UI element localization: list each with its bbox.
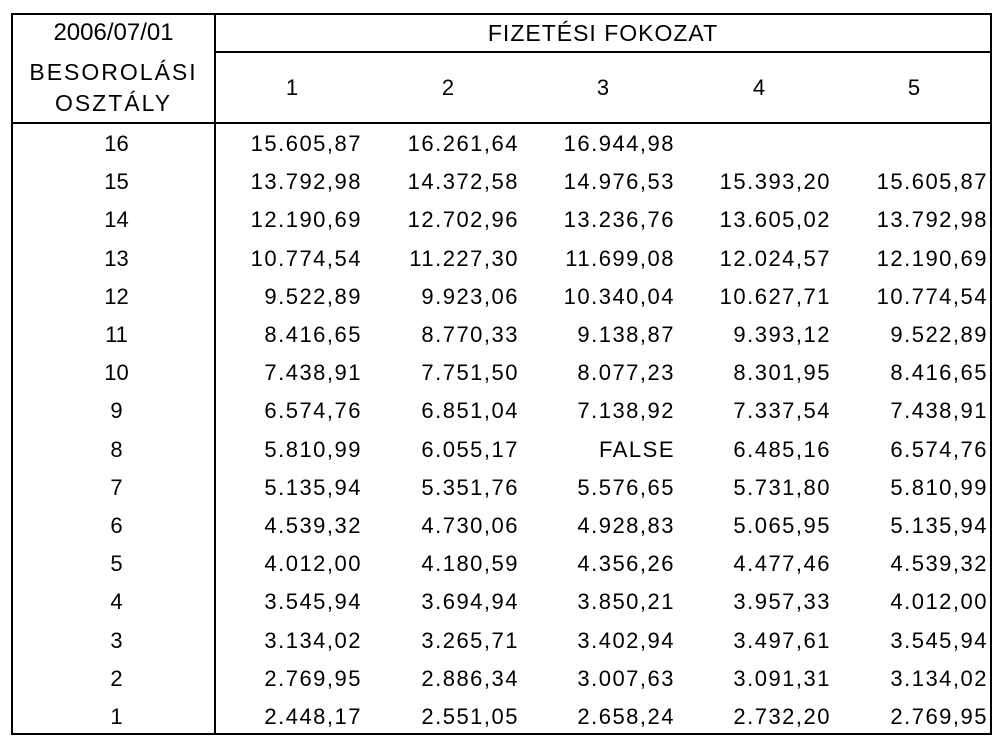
table-row [13,546,990,582]
value-cell: 3.134,02 [264,627,362,653]
value-cell: 2.886,34 [421,665,519,691]
class-header [13,53,214,122]
value-cell: 3.497,61 [733,627,831,653]
value-cell: 7.138,92 [577,398,675,424]
value-cell: 5.576,65 [577,474,675,500]
value-cell: 10.627,71 [719,283,831,309]
class-header-line1: BESOROLÁSI [29,58,198,85]
value-cell: 7.438,91 [890,398,988,424]
value-cell: 10.774,54 [250,245,362,271]
value-cell: 14.976,53 [563,169,675,195]
value-cell: 15.605,87 [876,169,988,195]
date-cell: 2006/07/01 [53,19,174,46]
table-row [13,623,990,659]
value-cell: 12.024,57 [719,245,831,271]
value-cell: 7.438,91 [264,360,362,386]
class-cell: 7 [110,474,123,500]
value-cell: 6.055,17 [421,436,519,462]
value-cell: 5.065,95 [733,513,831,538]
class-cell: 10 [104,360,129,386]
value-cell: 16.261,64 [407,131,519,156]
value-cell: 4.928,83 [577,513,675,538]
table-row [13,584,990,620]
value-cell: 13.792,98 [876,207,988,233]
salary-table [11,13,992,735]
grade-header-2: 2 [441,74,455,100]
table-row [13,241,990,277]
value-cell: 6.851,04 [421,398,519,424]
class-cell: 3 [110,627,123,653]
value-cell: 5.810,99 [264,436,362,462]
value-cell: 2.551,05 [421,704,519,729]
value-cell: 3.134,02 [890,665,988,691]
value-cell: 3.265,71 [421,627,519,653]
class-cell: 4 [110,589,123,615]
value-cell: FALSE [599,436,675,462]
body-divider [13,122,990,124]
value-cell: 7.751,50 [421,360,519,386]
value-cell: 2.658,24 [577,704,675,729]
grade-header-3: 3 [596,74,610,100]
value-cell: 15.393,20 [719,169,831,195]
grade-header-1: 1 [285,74,299,100]
value-cell: 12.190,69 [250,207,362,233]
table-row [13,355,990,391]
value-cell: 12.190,69 [876,245,988,271]
value-cell: 8.416,65 [264,322,362,347]
value-cell: 6.574,76 [264,398,362,424]
value-cell: 4.539,32 [890,551,988,577]
value-cell: 9.138,87 [577,322,675,347]
value-cell: 14.372,58 [407,169,519,195]
class-cell: 15 [104,169,129,195]
class-cell: 11 [105,322,128,347]
value-cell: 8.416,65 [890,360,988,386]
value-cell: 9.522,89 [264,283,362,309]
class-cell: 9 [110,398,123,424]
value-cell: 5.135,94 [890,513,988,538]
class-cell: 14 [104,207,129,233]
value-cell: 11.699,08 [565,245,675,271]
value-cell: 15.605,87 [250,131,362,156]
value-cell: 2.448,17 [264,704,362,729]
value-cell: 11.227,30 [409,245,519,271]
table-row [13,393,990,429]
value-cell: 3.402,94 [577,627,675,653]
value-cell: 5.731,80 [733,474,831,500]
class-cell: 16 [104,131,129,156]
value-cell: 4.730,06 [421,513,519,538]
table-row [13,126,990,162]
value-cell: 13.792,98 [250,169,362,195]
value-cell: 4.539,32 [264,513,362,538]
value-cell: 8.301,95 [733,360,831,386]
table-row [13,279,990,315]
value-cell: 5.810,99 [890,474,988,500]
value-cell: 3.007,63 [577,665,675,691]
table-row [13,317,990,353]
value-cell: 10.774,54 [876,283,988,309]
value-cell: 7.337,54 [733,398,831,424]
value-cell: 13.605,02 [719,207,831,233]
class-cell: 8 [110,436,123,462]
table-row [13,432,990,468]
value-cell: 9.923,06 [421,283,519,309]
table-row [13,661,990,697]
value-cell: 9.393,12 [733,322,831,347]
value-cell: 10.340,04 [563,283,675,309]
value-cell: 4.012,00 [264,551,362,577]
class-cell: 6 [110,513,123,538]
value-cell: 9.522,89 [890,322,988,347]
value-cell: 5.351,76 [421,474,519,500]
table-row [13,508,990,544]
class-cell: 12 [104,283,129,309]
table-row [13,699,990,735]
table-row [13,164,990,200]
value-cell: 4.012,00 [890,589,988,615]
value-cell: 2.769,95 [890,704,988,729]
value-cell: 4.180,59 [421,551,519,577]
value-cell: 4.356,26 [577,551,675,577]
pay-grade-header: FIZETÉSI FOKOZAT [487,19,719,46]
value-cell: 4.477,46 [733,551,831,577]
value-cell: 6.574,76 [890,436,988,462]
class-cell: 1 [110,704,123,729]
value-cell: 16.944,98 [563,131,675,156]
value-cell: 3.091,31 [733,665,831,691]
value-cell: 3.694,94 [421,589,519,615]
value-cell: 13.236,76 [563,207,675,233]
class-header-line2: OSZTÁLY [54,89,173,116]
table-row [13,202,990,238]
value-cell: 12.702,96 [407,207,519,233]
value-cell: 3.850,21 [577,589,675,615]
value-cell: 3.957,33 [733,589,831,615]
class-cell: 5 [110,551,123,577]
class-cell: 2 [110,665,123,691]
grade-header-5: 5 [907,74,921,100]
table-row [13,470,990,506]
value-cell: 2.732,20 [733,704,831,729]
class-cell: 13 [104,245,129,271]
value-cell: 8.077,23 [577,360,675,386]
value-cell: 6.485,16 [733,436,831,462]
grade-header-4: 4 [752,74,766,100]
value-cell: 2.769,95 [264,665,362,691]
value-cell: 3.545,94 [890,627,988,653]
value-cell [681,126,831,162]
value-cell: 3.545,94 [264,589,362,615]
value-cell [838,126,988,162]
value-cell: 8.770,33 [421,322,519,347]
value-cell: 5.135,94 [264,474,362,500]
